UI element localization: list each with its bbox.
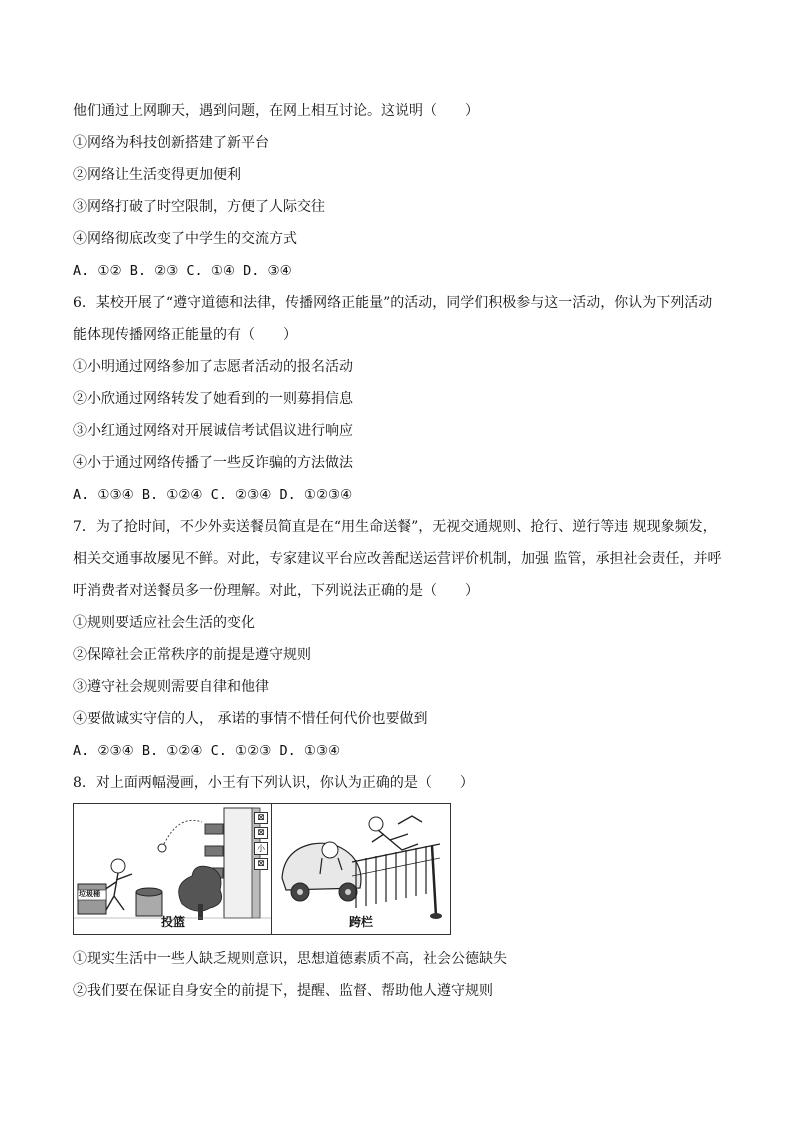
bin-label: 垃圾桶: [79, 889, 100, 898]
q6-answer-choices: A. ①③④ B. ①②④ C. ②③④ D. ①②③④: [73, 487, 353, 503]
sign-icon-1: ⊠: [254, 812, 268, 824]
caption-shooting: 投篮: [160, 915, 185, 929]
q5-option-3: ③网络打破了时空限制，方便了人际交往: [73, 199, 325, 215]
q5-option-4: ④网络彻底改变了中学生的交流方式: [73, 231, 297, 247]
cartoon-panel-shooting: [73, 803, 272, 935]
q7-option-1: ①规则要适应社会生活的变化: [73, 615, 255, 631]
cartoon-panel-hurdle: [271, 803, 451, 935]
question-5-stem-tail: 他们通过上网聊天，遇到问题，在网上相互讨论。这说明（ ）: [73, 103, 479, 119]
q5-option-1: ①网络为科技创新搭建了新平台: [73, 135, 269, 151]
q7-answer-choices: A. ②③④ B. ①②④ C. ①②③ D. ①③④: [73, 743, 341, 759]
sign-icon-2: ⊠: [254, 827, 268, 839]
q6-option-2: ②小欣通过网络转发了她看到的一则募捐信息: [73, 391, 353, 407]
q6-option-1: ①小明通过网络参加了志愿者活动的报名活动: [73, 359, 353, 375]
q6-option-3: ③小红通过网络对开展诚信考试倡议进行响应: [73, 423, 353, 439]
q6-option-4: ④小于通过网络传播了一些反诈骗的方法做法: [73, 455, 353, 471]
cartoon-figure: [73, 803, 451, 933]
q7-option-4: ④要做诚实守信的人， 承诺的事情不惜任何代价也要做到: [73, 711, 428, 727]
question-7-stem: 7．为了抢时间，不少外卖送餐员简直是在“用生命送餐”，无视交通规则、抢行、逆行等违 规现象频发，: [73, 519, 717, 535]
sign-icon-4: ⊠: [254, 858, 268, 870]
sign-icon-3: 小: [254, 842, 268, 855]
q7-option-2: ②保障社会正常秩序的前提是遵守规则: [73, 647, 311, 663]
question-6-stem: 6．某校开展了“遵守道德和法律，传播网络正能量”的活动，同学们积极参与这一活动，你认为下列活动: [73, 295, 713, 311]
caption-hurdle: 跨栏: [348, 915, 373, 929]
question-7-stem-cont-1: 相关交通事故屡见不鲜。对此，专家建议平台应改善配送运营评价机制，加强 监管，承担社会责任，并呼: [73, 551, 722, 567]
q8-option-2: ②我们要在保证自身安全的前提下，提醒、监督、帮助他人遵守规则: [73, 983, 493, 999]
q5-option-2: ②网络让生活变得更加便利: [73, 167, 241, 183]
question-8-stem: 8．对上面两幅漫画，小王有下列认识，你认为正确的是（ ）: [73, 775, 474, 791]
q7-option-3: ③遵守社会规则需要自律和他律: [73, 679, 269, 695]
question-7-stem-cont-2: 吁消费者对送餐员多一份理解。对此，下列说法正确的是（ ）: [73, 583, 479, 599]
question-6-stem-cont: 能体现传播网络正能量的有（ ）: [73, 327, 297, 343]
q8-option-1: ①现实生活中一些人缺乏规则意识，思想道德素质不高，社会公德缺失: [73, 951, 507, 967]
q5-answer-choices: A. ①② B. ②③ C. ①④ D. ③④: [73, 263, 292, 279]
